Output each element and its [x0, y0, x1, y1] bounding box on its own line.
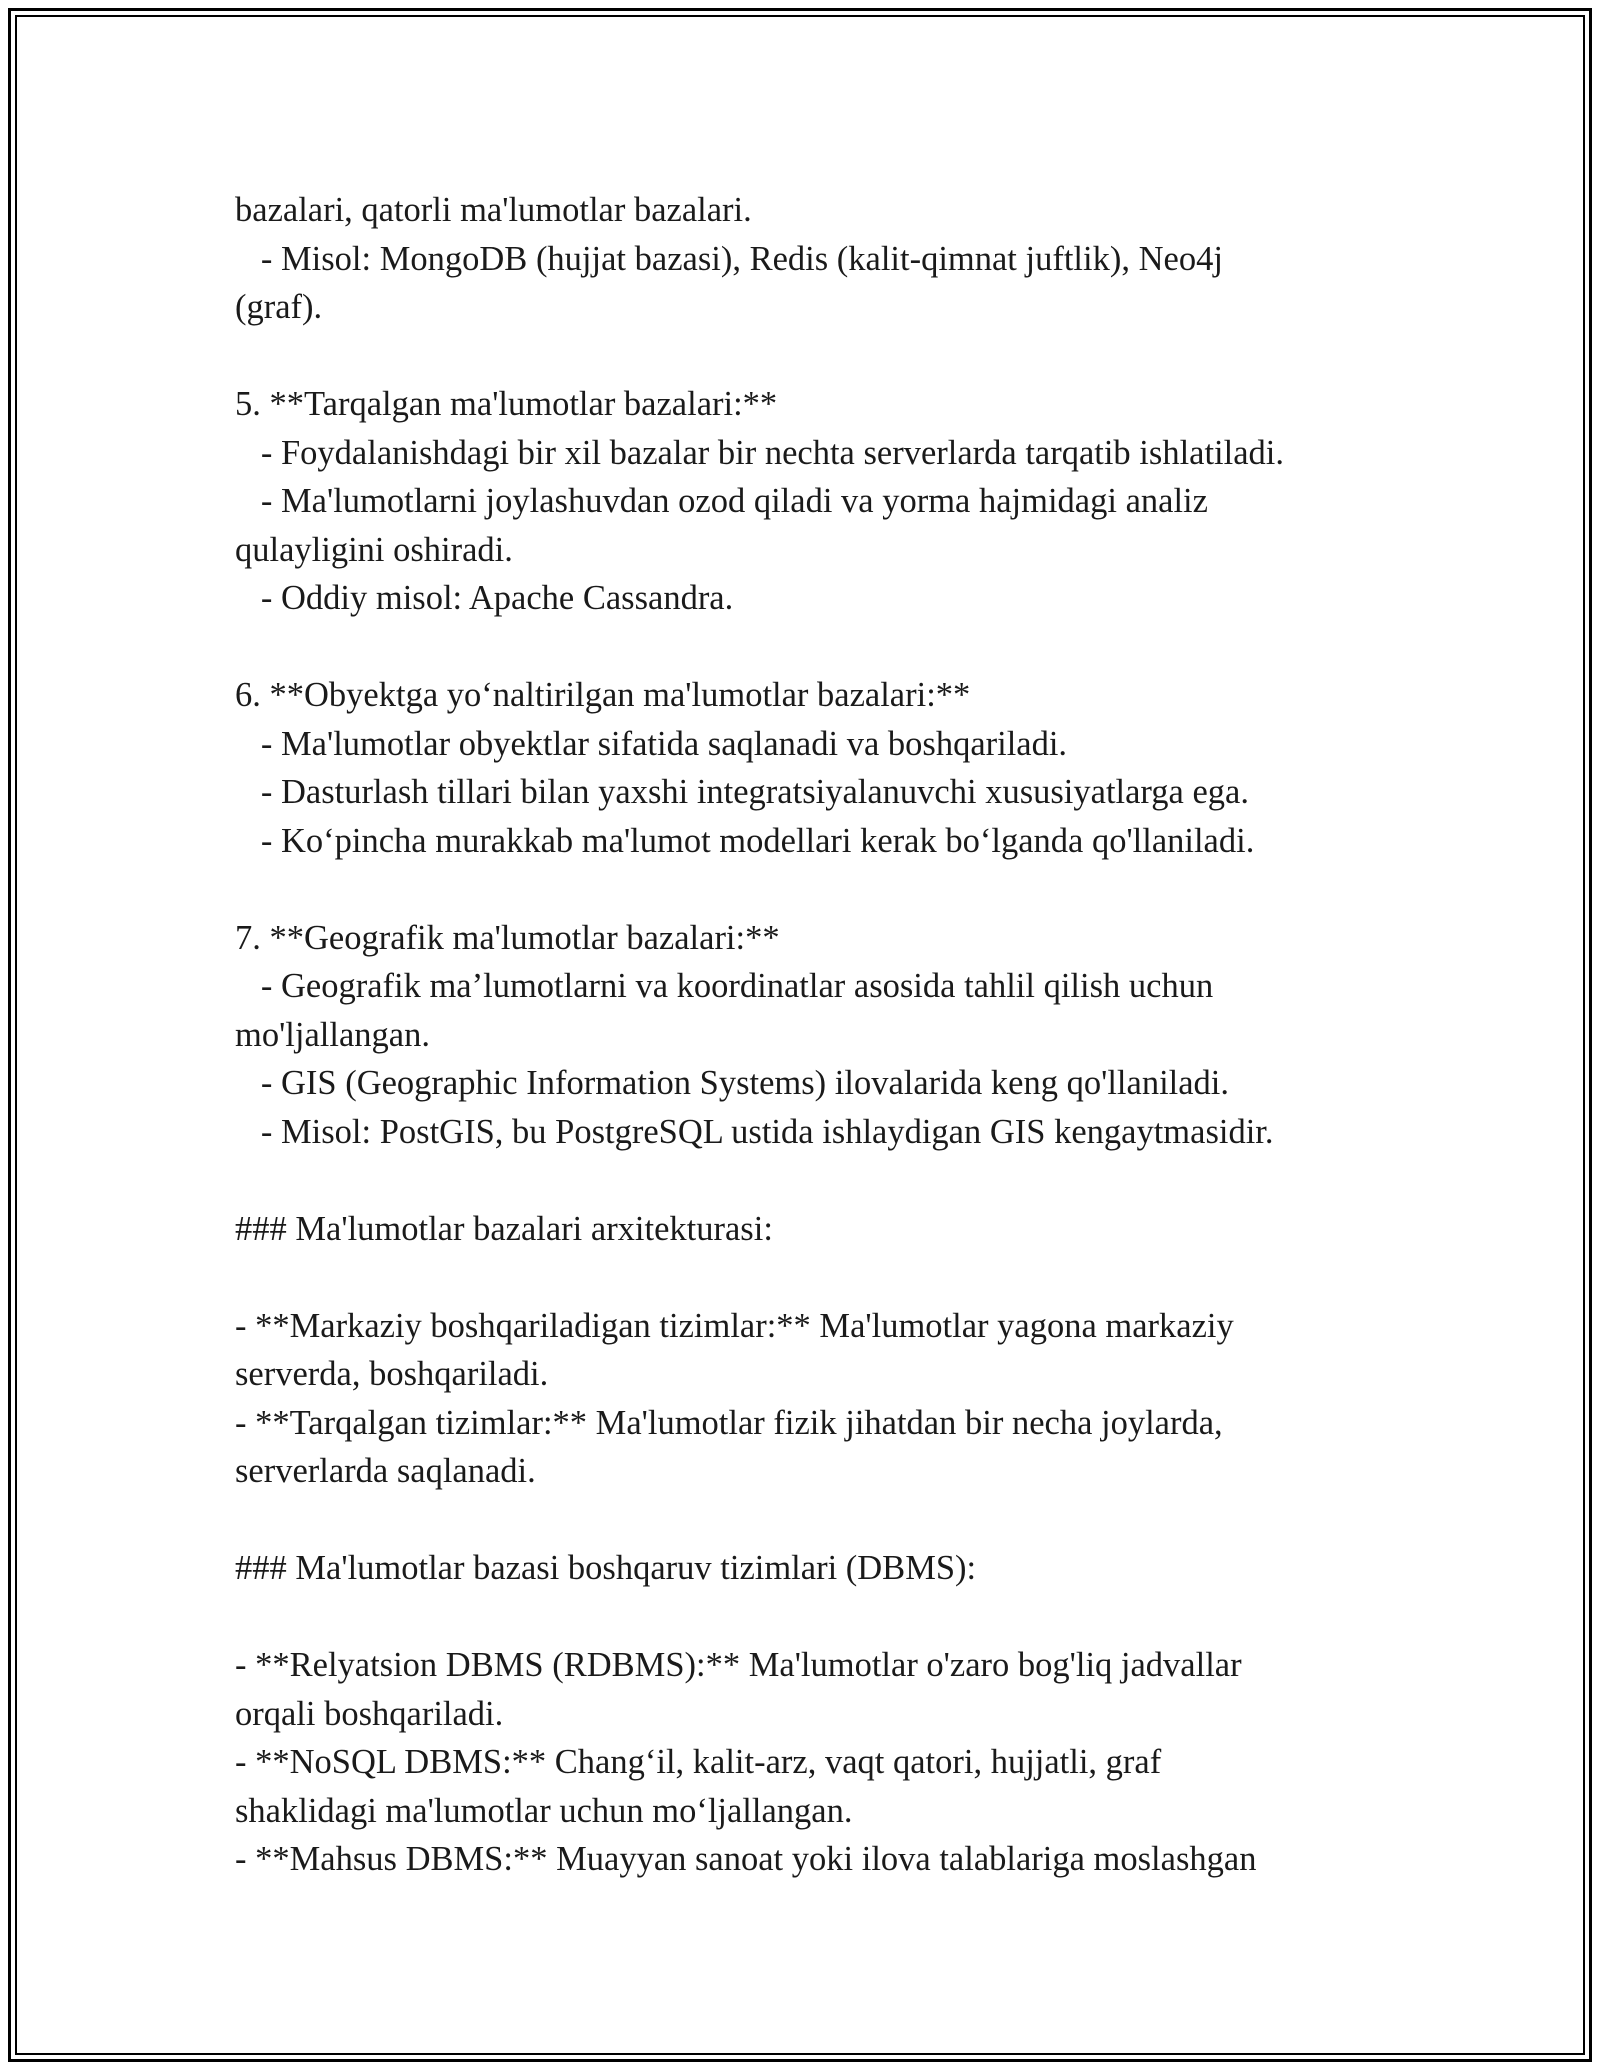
text-line: - **NoSQL DBMS:** Chang‘il, kalit-arz, vaqt qatori, hujjatli, graf: [235, 1743, 1162, 1781]
section-heading: 6. **Obyektga yo‘naltirilgan ma'lumotlar bazalari:**: [235, 676, 971, 714]
text-line: shaklidagi ma'lumotlar uchun mo‘ljallangan.: [235, 1791, 853, 1830]
blank-line: [235, 865, 1425, 914]
section-heading: 5. **Tarqalgan ma'lumotlar bazalari:**: [235, 385, 778, 423]
text-line: - Misol: MongoDB (hujjat bazasi), Redis (kalit-qimnat juftlik), Neo4j: [235, 239, 1223, 278]
blank-line: [235, 1253, 1425, 1302]
text-line: - **Relyatsion DBMS (RDBMS):** Ma'lumotlar o'zaro bog'liq jadvallar: [235, 1646, 1242, 1684]
section-heading: ### Ma'lumotlar bazalari arxitekturasi:: [235, 1209, 773, 1248]
text-line: - Foydalanishdagi bir xil bazalar bir nechta serverlarda tarqatib ishlatiladi.: [235, 433, 1284, 472]
document-body: [235, 186, 1425, 1884]
text-line: - Geografik ma’lumotlarni va koordinatlar asosida tahlil qilish uchun: [235, 967, 1214, 1005]
text-line: - Dasturlash tillari bilan yaxshi integratsiyalanuvchi xususiyatlarga ega.: [235, 773, 1249, 811]
text-line: - **Mahsus DBMS:** Muayyan sanoat yoki ilova talablariga moslashgan: [235, 1840, 1257, 1878]
text-line: (graf).: [235, 288, 323, 326]
blank-line: [235, 332, 1425, 381]
text-line: orqali boshqariladi.: [235, 1694, 504, 1733]
text-line: - Ma'lumotlar obyektlar sifatida saqlanadi va boshqariladi.: [235, 724, 1068, 763]
text-line: serverda, boshqariladi.: [235, 1355, 549, 1393]
text-line: serverlarda saqlanadi.: [235, 1452, 536, 1490]
text-line: qulayligini oshiradi.: [235, 530, 513, 569]
section-heading: 7. **Geografik ma'lumotlar bazalari:**: [235, 918, 780, 957]
text-line: - Ko‘pincha murakkab ma'lumot modellari kerak bo‘lganda qo'llaniladi.: [235, 821, 1255, 860]
blank-line: [235, 1156, 1425, 1205]
text-line: bazalari, qatorli ma'lumotlar bazalari.: [235, 191, 752, 229]
blank-line: [235, 1593, 1425, 1642]
section-heading: ### Ma'lumotlar bazasi boshqaruv tizimlari (DBMS):: [235, 1549, 977, 1587]
text-line: mo'ljallangan.: [235, 1015, 430, 1054]
text-line: - **Tarqalgan tizimlar:** Ma'lumotlar fizik jihatdan bir necha joylarda,: [235, 1403, 1223, 1442]
text-line: - GIS (Geographic Information Systems) ilovalarida keng qo'llaniladi.: [235, 1064, 1230, 1102]
text-line: - Ma'lumotlarni joylashuvdan ozod qiladi va yorma hajmidagi analiz: [235, 482, 1208, 520]
text-line: - Oddiy misol: Apache Cassandra.: [235, 579, 734, 617]
text-line: - **Markaziy boshqariladigan tizimlar:** Ma'lumotlar yagona markaziy: [235, 1306, 1234, 1345]
text-line: - Misol: PostGIS, bu PostgreSQL ustida ishlaydigan GIS kengaytmasidir.: [235, 1112, 1274, 1151]
blank-line: [235, 623, 1425, 672]
blank-line: [235, 1496, 1425, 1545]
